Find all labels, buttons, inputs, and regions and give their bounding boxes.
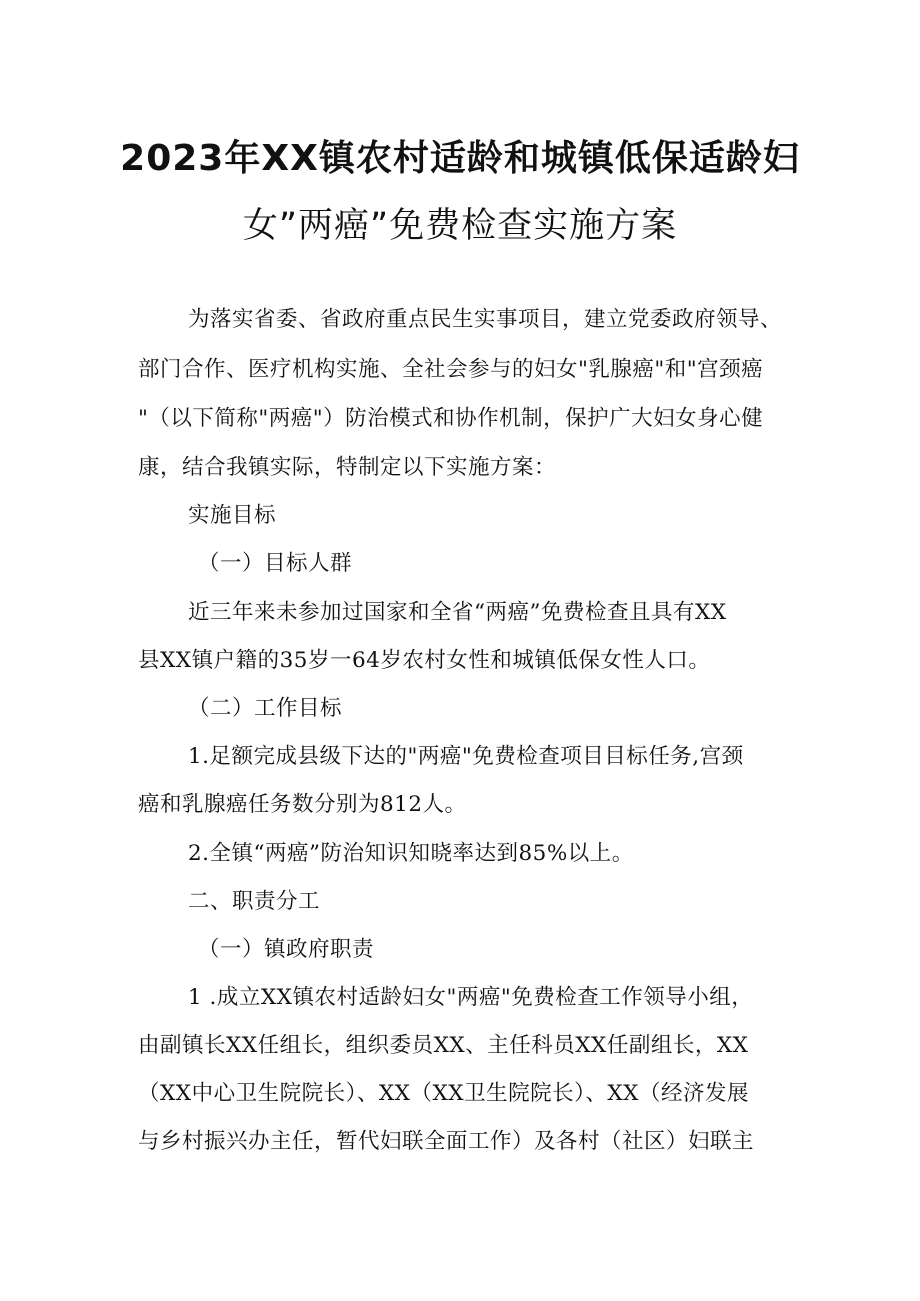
paragraph-line: 1 .成立XX镇农村适龄妇女"两癌"免费检查工作领导小组，	[188, 985, 754, 1010]
paragraph-line: 为落实省委、省政府重点民生实事项目，建立党委政府领导、	[188, 307, 783, 332]
paragraph-line: 癌和乳腺癌任务数分别为812人。	[138, 792, 467, 817]
paragraph-line: 近三年来未参加过国家和全省“两癌”免费检查且具有XX	[188, 600, 727, 625]
paragraph-line: 县XX镇户籍的35岁一64岁农村女性和城镇低保女性人口。	[138, 648, 711, 673]
subsection-heading: （一）目标人群	[198, 551, 353, 576]
paragraph-line: "（以下简称"两癌"）防治模式和协作机制，保护广大妇女身心健	[138, 406, 764, 431]
paragraph-line: 部门合作、医疗机构实施、全社会参与的妇女"乳腺癌"和"宫颈癌	[138, 357, 764, 382]
paragraph-line: 由副镇长XX任组长，组织委员XX、主任科员XX任副组长，XX	[138, 1033, 749, 1058]
document-title-line-1: 2023年XX镇农村适龄和城镇低保适龄妇	[120, 138, 800, 179]
subsection-heading: （二）工作目标	[188, 696, 343, 721]
subsection-heading: （一）镇政府职责	[198, 937, 375, 962]
paragraph-line: 2.全镇“两癌”防治知识知晓率达到85%以上。	[188, 841, 634, 866]
section-heading: 实施目标	[188, 503, 277, 528]
paragraph-line: 与乡村振兴办主任，暂代妇联全面工作）及各村（社区）妇联主	[138, 1129, 755, 1154]
section-heading: 二、职责分工	[188, 889, 321, 914]
paragraph-line: 1.足额完成县级下达的"两癌"免费检查项目目标任务,宫颈	[188, 744, 744, 769]
paragraph-line: （XX中心卫生院院长）、XX（XX卫生院院长）、XX（经济发展	[138, 1081, 749, 1106]
document-title-line-2: 女”两癌”免费检查实施方案	[242, 206, 678, 246]
paragraph-line: 康，结合我镇实际，特制定以下实施方案：	[138, 455, 557, 480]
